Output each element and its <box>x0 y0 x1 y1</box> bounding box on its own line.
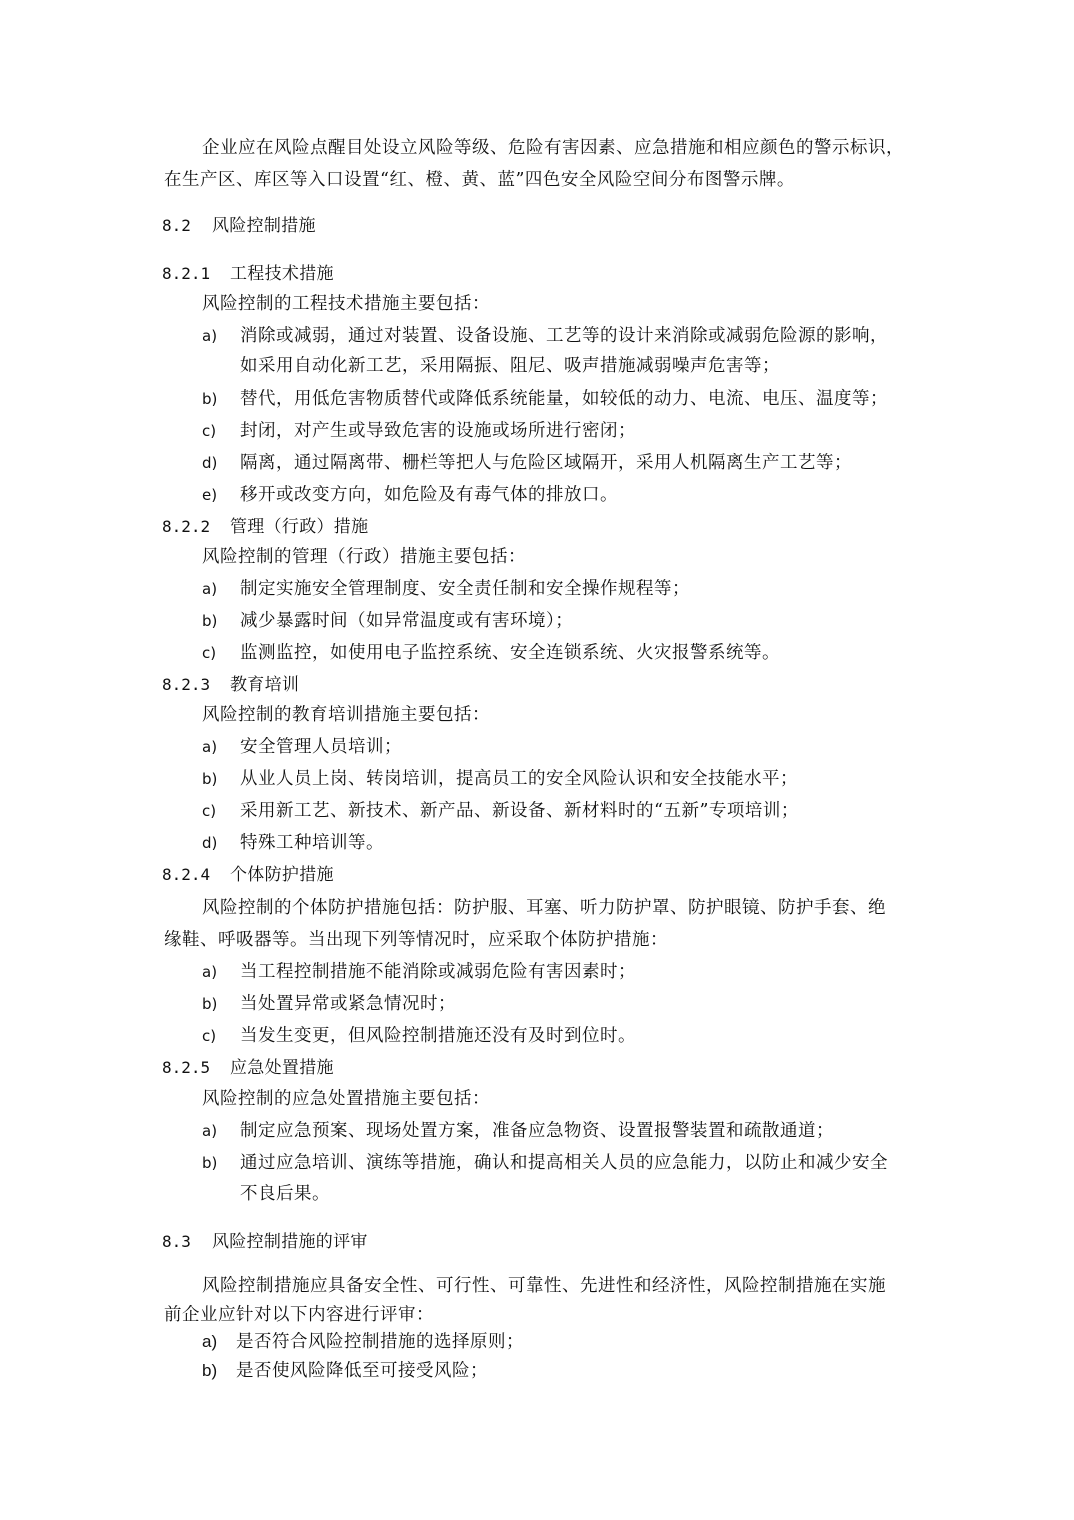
list-item-text: 封闭，对产生或导致危害的设施或场所进行密闭； <box>240 421 636 441</box>
list-item-letter: b) <box>202 995 218 1013</box>
list-item-letter: a) <box>202 963 218 981</box>
list-item-text: 隔离，通过隔离带、栅栏等把人与危险区域隔开，采用人机隔离生产工艺等； <box>240 453 852 473</box>
list-item-letter: a) <box>202 738 218 756</box>
section-8-2-4-number: 8.2.4 <box>162 865 211 884</box>
list-item-continuation: 如采用自动化新工艺，采用隔振、阻尼、吸声措施减弱噪声危害等； <box>240 356 780 376</box>
list-item-text: 通过应急培训、演练等措施，确认和提高相关人员的应急能力，以防止和减少安全 <box>240 1153 888 1173</box>
list-item-text: 当处置异常或紧急情况时； <box>240 994 456 1014</box>
list-item-letter: a) <box>202 580 218 598</box>
section-8-2-4-lead-line-2: 缘鞋、呼吸器等。当出现下列等情况时，应采取个体防护措施： <box>164 930 668 950</box>
list-item-text: 替代，用低危害物质替代或降低系统能量，如较低的动力、电流、电压、温度等； <box>240 389 888 409</box>
section-8-2-4-title: 个体防护措施 <box>230 865 334 885</box>
list-item-text: 是否符合风险控制措施的选择原则； <box>236 1332 524 1352</box>
list-item-text: 当发生变更，但风险控制措施还没有及时到位时。 <box>240 1026 636 1046</box>
list-item-letter: c) <box>202 802 217 820</box>
section-8-3-lead-line-2: 前企业应针对以下内容进行评审： <box>164 1305 434 1325</box>
list-item-text: 制定应急预案、现场处置方案，准备应急物资、设置报警装置和疏散通道； <box>240 1121 834 1141</box>
list-item-letter: a) <box>202 1332 218 1351</box>
section-8-2-2-title: 管理（行政）措施 <box>230 517 369 537</box>
section-8-3-title: 风险控制措施的评审 <box>212 1232 368 1252</box>
list-item-text: 采用新工艺、新技术、新产品、新设备、新材料时的“五新”专项培训； <box>240 801 799 821</box>
section-8-2-1-title: 工程技术措施 <box>230 264 334 284</box>
list-item-text: 移开或改变方向，如危险及有毒气体的排放口。 <box>240 485 618 505</box>
list-item-text: 监测监控，如使用电子监控系统、安全连锁系统、火灾报警系统等。 <box>240 643 780 663</box>
list-item-continuation: 不良后果。 <box>240 1184 330 1204</box>
section-8-2-3-lead: 风险控制的教育培训措施主要包括： <box>202 705 490 725</box>
list-item-text: 制定实施安全管理制度、安全责任制和安全操作规程等； <box>240 579 690 599</box>
intro-line-1: 企业应在风险点醒目处设立风险等级、危险有害因素、应急措施和相应颜色的警示标识， <box>202 138 904 158</box>
list-item-text: 特殊工种培训等。 <box>240 833 384 853</box>
list-item-letter: b) <box>202 770 218 788</box>
list-item-text: 减少暴露时间（如异常温度或有害环境）； <box>240 611 574 631</box>
section-8-2-2-lead: 风险控制的管理（行政）措施主要包括： <box>202 547 526 567</box>
list-item-letter: c) <box>202 1027 217 1045</box>
list-item-letter: b) <box>202 1361 218 1380</box>
list-item-letter: a) <box>202 327 218 345</box>
section-8-2-title: 风险控制措施 <box>212 216 316 236</box>
section-8-2-1-lead: 风险控制的工程技术措施主要包括： <box>202 294 490 314</box>
list-item-text: 消除或减弱，通过对装置、设备设施、工艺等的设计来消除或减弱危险源的影响， <box>240 326 888 346</box>
list-item-letter: b) <box>202 1154 218 1172</box>
section-8-3-number: 8.3 <box>162 1232 191 1251</box>
section-8-2-number: 8.2 <box>162 216 191 235</box>
intro-line-2: 在生产区、库区等入口设置“红、橙、黄、蓝”四色安全风险空间分布图警示牌。 <box>164 170 795 190</box>
list-item-letter: b) <box>202 612 218 630</box>
section-8-2-1-number: 8.2.1 <box>162 264 211 283</box>
list-item-letter: a) <box>202 1122 218 1140</box>
section-8-2-3-number: 8.2.3 <box>162 675 211 694</box>
list-item-letter: c) <box>202 644 217 662</box>
list-item-letter: e) <box>202 486 218 504</box>
list-item-letter: d) <box>202 454 218 472</box>
section-8-2-5-lead: 风险控制的应急处置措施主要包括： <box>202 1089 490 1109</box>
list-item-text: 当工程控制措施不能消除或减弱危险有害因素时； <box>240 962 636 982</box>
section-8-2-2-number: 8.2.2 <box>162 517 211 536</box>
list-item-text: 安全管理人员培训； <box>240 737 402 757</box>
section-8-3-lead-line-1: 风险控制措施应具备安全性、可行性、可靠性、先进性和经济性，风险控制措施在实施 <box>202 1276 886 1296</box>
section-8-2-3-title: 教育培训 <box>230 675 300 695</box>
list-item-letter: d) <box>202 834 218 852</box>
section-8-2-4-lead-line-1: 风险控制的个体防护措施包括：防护服、耳塞、听力防护罩、防护眼镜、防护手套、绝 <box>202 898 886 918</box>
list-item-text: 是否使风险降低至可接受风险； <box>236 1361 488 1381</box>
section-8-2-5-title: 应急处置措施 <box>230 1058 334 1078</box>
section-8-2-5-number: 8.2.5 <box>162 1058 211 1077</box>
list-item-letter: c) <box>202 422 217 440</box>
list-item-text: 从业人员上岗、转岗培训，提高员工的安全风险认识和安全技能水平； <box>240 769 798 789</box>
list-item-letter: b) <box>202 390 218 408</box>
